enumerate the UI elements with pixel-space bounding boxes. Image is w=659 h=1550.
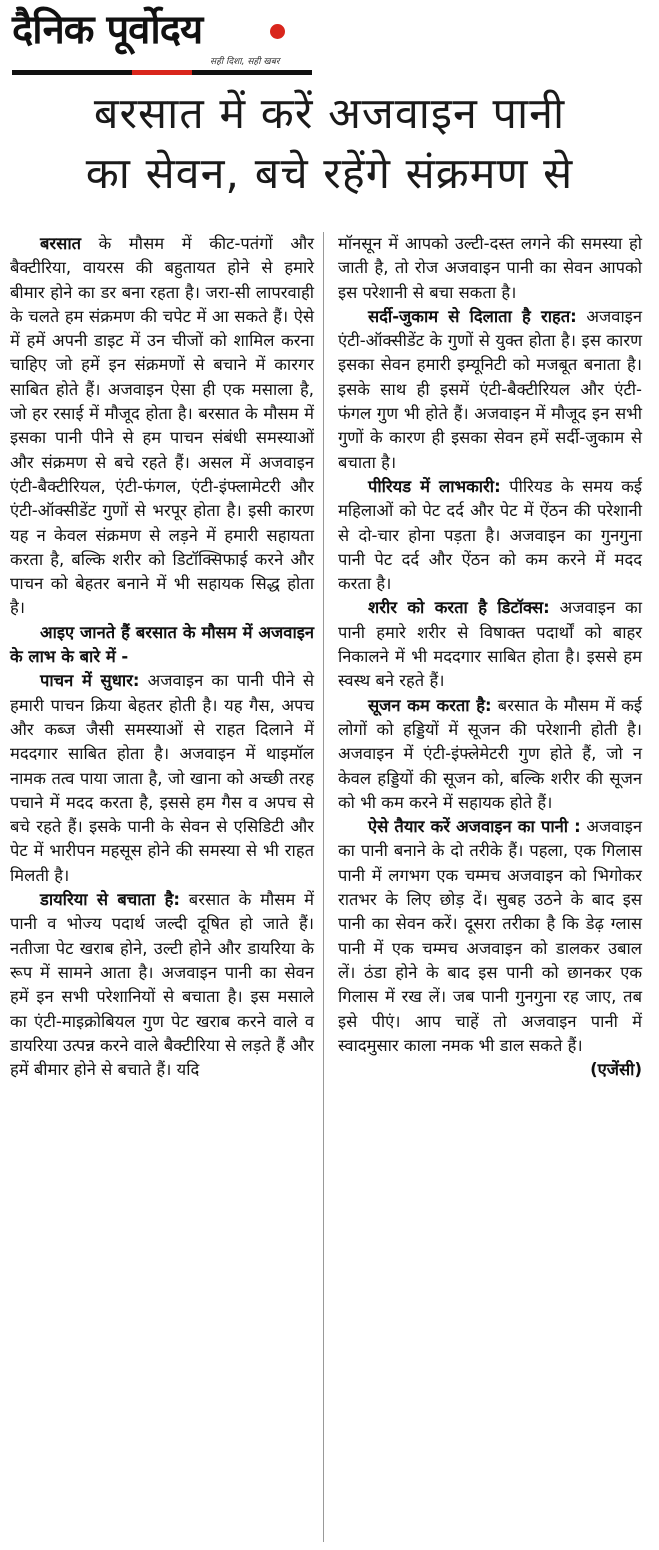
masthead bbox=[12, 6, 312, 78]
cold-heading: सर्दी-जुकाम से दिलाता है राहत: bbox=[368, 306, 577, 326]
cold-text: अजवाइन एंटी-ऑक्सीडेंट के गुणों से युक्त होता है। इस कारण इसका सेवन हमारी इम्यूनिटी को मजबूत बनाता है। इसके साथ ही इसमें एंटी-बैक्टीरियल और एंटी-फंगल गुण भी होते हैं। अजवाइन में मौजूद इन सभी गुणों के कारण ही इसका सेवन हमें सर्दी-जुकाम से बचाता है। bbox=[338, 306, 642, 472]
logo-rule-accent bbox=[132, 70, 192, 75]
logo-tagline: सही दिशा, सही खबर bbox=[210, 57, 280, 67]
article-column-left bbox=[10, 232, 314, 1082]
agency-credit: (एजेंसी) bbox=[590, 1060, 642, 1080]
diarrhea-heading: डायरिया से बचाता है: bbox=[40, 890, 180, 910]
period-heading: पीरियड में लाभकारी: bbox=[368, 476, 501, 496]
swelling-paragraph bbox=[338, 694, 642, 815]
swelling-text: बरसात के मौसम में कई लोगों को हड्डियों में सूजन की परेशानी होती है। अजवाइन में एंटी-इंफ्लेमेटरी गुण होते हैं, जो न केवल हड्डियों की सूजन को, बल्कि शरीर की सूजन को भी कम करने में सहायक होते हैं। bbox=[338, 695, 642, 812]
swelling-heading: सूजन कम करता है: bbox=[368, 695, 492, 715]
logo-dot-icon bbox=[270, 24, 285, 39]
benefits-intro bbox=[10, 621, 314, 670]
digestion-text: अजवाइन का पानी पीने से हमारी पाचन क्रिया बेहतर होती है। यह गैस, अपच और कब्ज जैसी समस्याओं से राहत दिलाने में मददगार साबित होता है। अजवाइन में थाइमॉल नामक तत्व पाया जाता है, जो खाना को अच्छी तरह पचाने में मदद करता है, इससे हम गैस व अपच से बचे रहते हैं। इसके पानी के सेवन से एसिडिटी और पेट में भारीपन महसूस होने की समस्या से भी राहत मिलती है। bbox=[10, 671, 314, 885]
cold-paragraph bbox=[338, 305, 642, 475]
benefits-intro-text: आइए जानते हैं बरसात के मौसम में अजवाइन के लाभ के बारे में - bbox=[10, 622, 314, 667]
period-text: पीरियड के समय कई महिलाओं को पेट दर्द और पेट में ऐंठन की परेशानी से दो-चार होना पड़ता है। अजवाइन का गुनगुना पानी पेट दर्द और ऐंठन को कम करने में मदद करता है। bbox=[338, 476, 642, 594]
intro-text: के मौसम में कीट-पतंगों और बैक्टीरिया, वायरस की बहुतायत होने से हमारे बीमार होने का डर बना रहता है। जरा-सी लापरवाही के चलते हम संक्रमण की चपेट में आ सकते हैं। ऐसे में हमें अपनी डाइट में उन चीजों को शामिल करना चाहिए जो हमें इन संक्रमणों से बचाने में कारगर साबित होते हैं। अजवाइन ऐसा ही एक मसाला है, जो हर रसाई में मौजूद होता है। बरसात के मौसम में इसका पानी पीने से हम पाचन संबंधी समस्याओं और संक्रमण से बचे रहते हैं। असल में अजवाइन एंटी-बैक्टीरियल, एंटी-फंगल, एंटी-इंफ्लामेटरी और एंटी-ऑक्सीडेंट गुणों से भरपूर होता है। इसी कारण यह न केवल संक्रमण से लड़ने में हमारी सहायता करता है, बल्कि शरीर को डिटॉक्सिफाई करने और पाचन को बेहतर बनाने में भी सहायक सिद्ध होता है। bbox=[10, 234, 314, 618]
detox-text: अजवाइन का पानी हमारे शरीर से विषाक्त पदार्थों को बाहर निकालने में भी मददगार साबित होता है। इससे हम स्वस्थ बने रहते हैं। bbox=[338, 598, 642, 691]
article-headline bbox=[10, 84, 649, 204]
diarrhea-paragraph bbox=[10, 888, 314, 1082]
intro-paragraph bbox=[10, 232, 314, 621]
recipe-heading: ऐसे तैयार करें अजवाइन का पानी : bbox=[368, 817, 581, 837]
headline-line-1: बरसात में करें अजवाइन पानी bbox=[93, 89, 566, 139]
newspaper-logo: दैनिक पूर्वोदय bbox=[12, 7, 203, 53]
diarrhea-text: बरसात के मौसम में पानी व भोज्य पदार्थ जल्दी दूषित हो जाते हैं। नतीजा पेट खराब होने, उल्टी होने और डायरिया के रूप में सामने आता है। अजवाइन पानी का सेवन हमें इन सभी परेशानियों से बचाता है। इस मसाले का एंटी-माइक्रोबियल गुण पेट खराब करने वाले व डायरिया उत्पन्न करने वाले बैक्टीरिया से लड़ते हैं और हमें बीमार होने से बचाते हैं। यदि bbox=[10, 890, 315, 1080]
diarrhea-continued: मॉनसून में आपको उल्टी-दस्त लगने की समस्या हो जाती है, तो रोज अजवाइन पानी का सेवन आपको इस परेशानी से बचा सकता है। bbox=[338, 234, 642, 302]
detox-heading: शरीर को करता है डिटॉक्स: bbox=[368, 598, 550, 618]
digestion-paragraph bbox=[10, 669, 314, 888]
period-paragraph bbox=[338, 475, 642, 596]
recipe-text: अजवाइन का पानी बनाने के दो तरीके हैं। पहला, एक गिलास पानी में लगभग एक चम्मच अजवाइन को भिगोकर रातभर के लिए छोड़ दें। सुबह उठने के बाद इस पानी का सेवन करें। दूसरा तरीका है कि डेढ़ ग्लास पानी में एक चम्मच अजवाइन को डालकर उबाल लें। ठंडा होने के बाद इस पानी को छानकर एक गिलास में रख लें। जब पानी गुनगुना रह जाए, तब इसे पीएं। आप चाहें तो अजवाइन पानी में स्वादमुसार काला नमक भी डाल सकते हैं। bbox=[338, 817, 642, 1055]
recipe-paragraph bbox=[338, 815, 642, 1080]
column-divider bbox=[323, 232, 324, 1542]
headline-line-2: का सेवन, बचे रहेंगे संक्रमण से bbox=[85, 149, 574, 199]
detox-paragraph bbox=[338, 596, 642, 693]
article-column-right bbox=[338, 232, 642, 1082]
digestion-heading: पाचन में सुधार: bbox=[40, 671, 140, 691]
intro-lead-word: बरसात bbox=[40, 234, 82, 253]
